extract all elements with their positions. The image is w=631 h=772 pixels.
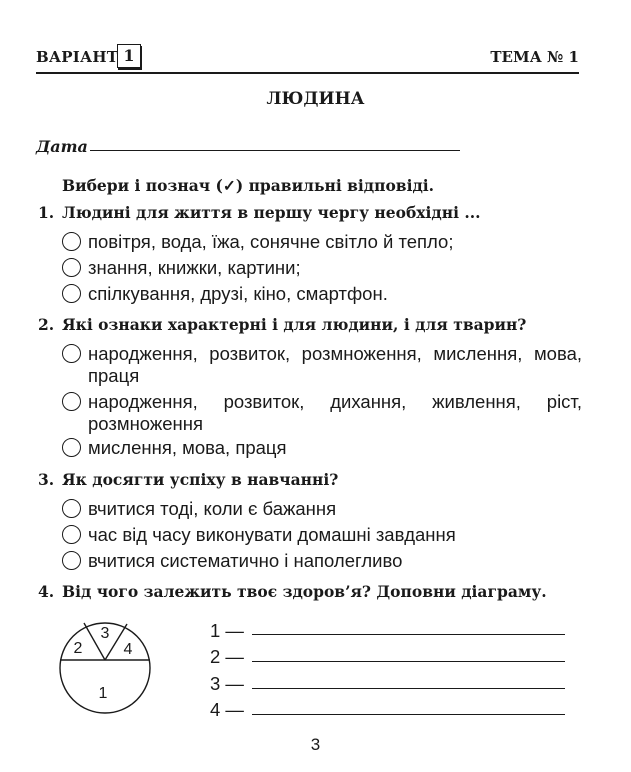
question-text: Людині для життя в першу чергу необхідні ... <box>62 203 481 222</box>
radio-circle-icon[interactable] <box>62 392 81 411</box>
header-divider <box>36 72 579 74</box>
q2-option-3[interactable] <box>62 437 582 459</box>
radio-circle-icon[interactable] <box>62 232 81 251</box>
option-text: знання, книжки, картини; <box>88 257 301 278</box>
legend-label-1: 1 — <box>210 620 244 641</box>
answer-line-1[interactable] <box>252 634 565 635</box>
q1-option-3[interactable] <box>62 283 582 305</box>
question-number: 3. <box>38 470 55 489</box>
date-input-line[interactable] <box>90 150 460 151</box>
q1-option-1[interactable] <box>62 231 582 253</box>
q3-option-2[interactable] <box>62 524 582 546</box>
legend-label-2: 2 — <box>210 646 244 667</box>
date-label: Дата <box>36 137 88 156</box>
question-text: Від чого залежить твоє здоров’я? Доповни діаграму. <box>62 582 547 601</box>
option-text: вчитися систематично і наполегливо <box>88 550 403 571</box>
answer-line-4[interactable] <box>252 714 565 715</box>
legend-label-3: 3 — <box>210 673 244 694</box>
option-text: народження, розвиток, розмноження, мислення, мова, праця <box>88 343 582 386</box>
pie-label-4: 4 <box>123 641 133 658</box>
question-text: Як досягти успіху в навчанні? <box>62 470 339 489</box>
question-2 <box>38 315 526 334</box>
pie-label-1: 1 <box>98 685 108 702</box>
topic-label: ТЕМА № 1 <box>490 48 579 66</box>
option-text: повітря, вода, їжа, сонячне світло й тепло; <box>88 231 454 252</box>
radio-circle-icon[interactable] <box>62 438 81 457</box>
answer-line-2[interactable] <box>252 661 565 662</box>
answer-line-3[interactable] <box>252 688 565 689</box>
radio-circle-icon[interactable] <box>62 499 81 518</box>
option-text: час від часу виконувати домашні завдання <box>88 524 456 545</box>
radio-circle-icon[interactable] <box>62 525 81 544</box>
question-number: 4. <box>38 582 55 601</box>
question-1 <box>38 203 481 222</box>
question-3 <box>38 470 338 489</box>
q3-option-3[interactable] <box>62 550 582 572</box>
pie-label-2: 2 <box>73 640 83 657</box>
q1-option-2[interactable] <box>62 257 582 279</box>
question-4 <box>38 582 547 601</box>
health-pie-diagram <box>55 618 155 718</box>
variant-number-box: 1 <box>117 44 141 68</box>
radio-circle-icon[interactable] <box>62 284 81 303</box>
question-number: 2. <box>38 315 55 334</box>
pie-label-3: 3 <box>100 625 110 642</box>
option-text: вчитися тоді, коли є бажання <box>88 498 337 519</box>
radio-circle-icon[interactable] <box>62 551 81 570</box>
q3-option-1[interactable] <box>62 498 582 520</box>
option-text: мислення, мова, праця <box>88 437 287 458</box>
option-text: спілкування, друзі, кіно, смартфон. <box>88 283 388 304</box>
q2-option-1[interactable] <box>62 343 582 387</box>
legend-label-4: 4 — <box>210 699 244 720</box>
question-number: 1. <box>38 203 55 222</box>
radio-circle-icon[interactable] <box>62 344 81 363</box>
instruction: Вибери і познач (✓) правильні відповіді. <box>62 176 435 195</box>
q2-option-2[interactable] <box>62 391 582 435</box>
question-text: Які ознаки характерні і для людини, і для тварин? <box>62 315 527 334</box>
page-title: ЛЮДИНА <box>266 89 365 109</box>
page-number: 3 <box>310 735 321 754</box>
option-text: народження, розвиток, дихання, живлення, ріст, розмноження <box>88 391 582 434</box>
radio-circle-icon[interactable] <box>62 258 81 277</box>
variant-label: ВАРІАНТ <box>36 48 119 66</box>
